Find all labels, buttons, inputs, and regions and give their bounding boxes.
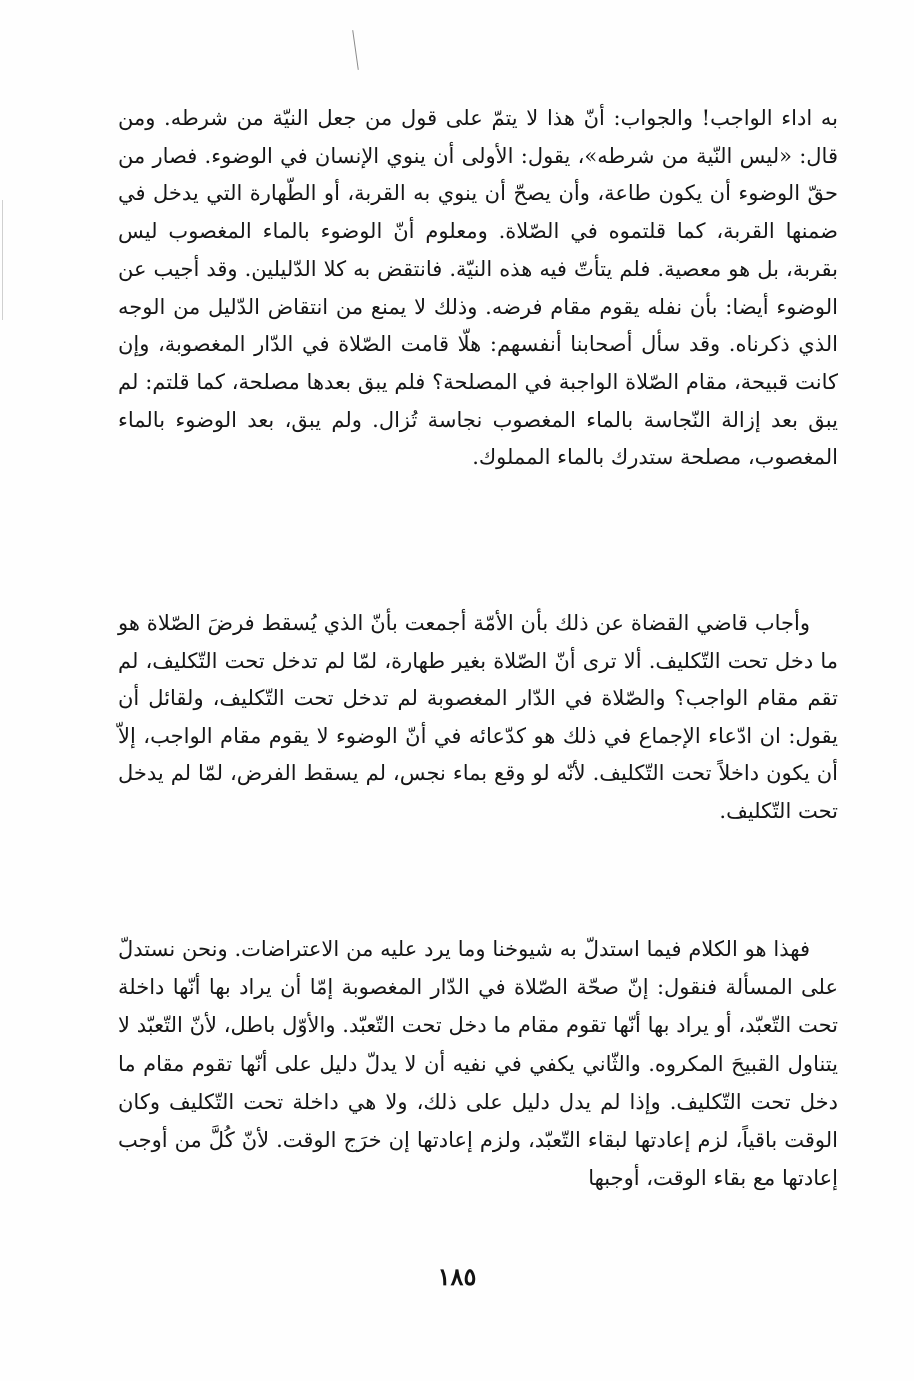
paragraph-1-text: به اداء الواجب! والجواب: أنّ هذا لا يتمّ على قول من جعل النيّة من شرطه. ومن قال: «ليس النّية من شرطه»، يقول: الأولى أن ينوي الإنسان في الوضوء. فصار من حقّ الوضوء أن يكون طاعة، وأن يصحّ أن ينوي به القربة، أو الطّهارة التي يدخل في ضمنها القربة، كما قلتموه في الصّلاة. ومعلوم أنّ الوضوء بالماء المغصوب ليس بقربة، بل هو معصية. فلم يتأتّ فيه هذه النيّة. فانتقض به كلا الدّليلين. وقد أجيب عن الوضوء أيضا: بأن نفله يقوم مقام فرضه. وذلك لا يمنع من انتقاض الدّليل من الوجه الذي ذكرناه. وقد سأل أصحابنا أنفسهم: هلّا قامت الصّلاة في الدّار المغصوبة، وإن كانت قبيحة، مقام الصّلاة الواجبة في المصلحة؟ فلم يبق بعدها مصلحة، كما قلتم: لم يبق بعد إزالة النّجاسة بالماء المغصوب نجاسة تُزال. ولم يبق، بعد الوضوء بالماء المغصوب، مصلحة ستدرك بالماء المملوك. (118, 106, 839, 470)
paragraph-1 (118, 100, 838, 477)
paragraph-2 (118, 605, 838, 831)
paragraph-3 (118, 930, 838, 1197)
paragraph-3-text: فهذا هو الكلام فيما استدلّ به شيوخنا وما يرد عليه من الاعتراضات. ونحن نستدلّ على المسألة فنقول: إنّ صحّة الصّلاة في الدّار المغصوبة إمّا أن يراد بها أنّها داخلة تحت التّعبّد، أو يراد بها أنّها تقوم مقام ما دخل تحت التّعبّد. والأوّل باطل، لأنّ التّعبّد لا يتناول القبيحَ المكروه. والثّاني يكفي في نفيه أن لا يدلّ دليل على أنّها تقوم مقام ما دخل تحت التّكليف. وإذا لم يدل دليل على ذلك، ولا هي داخلة تحت التّكليف وكان الوقت باقياً، لزم إعادتها لبقاء التّعبّد، ولزم إعادتها إن خرَج الوقت. لأنّ كُلَّ من أوجب إعادتها مع بقاء الوقت، أوجبها (118, 937, 838, 1191)
page-number: ١٨٥ (437, 1262, 477, 1291)
scan-artifact-mark (352, 30, 359, 70)
paragraph-2-text: وأجاب قاضي القضاة عن ذلك بأن الأمّة أجمعت بأنّ الذي يُسقط فرضَ الصّلاة هو ما دخل تحت التّكليف. ألا ترى أنّ الصّلاة بغير طهارة، لمّا لم تدخل تحت التّكليف، لم تقم مقام الواجب؟ والصّلاة في الدّار المغصوبة لم تدخل تحت التّكليف، ولقائل أن يقول: ان ادّعاء الإجماع في ذلك هو كدّعائه في أنّ الوضوء لا يقوم مقام الواجب، إلاّ أن يكون داخلاً تحت التّكليف. لأنّه لو وقع بماء نجس، لم يسقط الفرض، لمّا لم يدخل تحت التّكليف. (118, 611, 838, 823)
scan-artifact-edge (2, 200, 3, 320)
